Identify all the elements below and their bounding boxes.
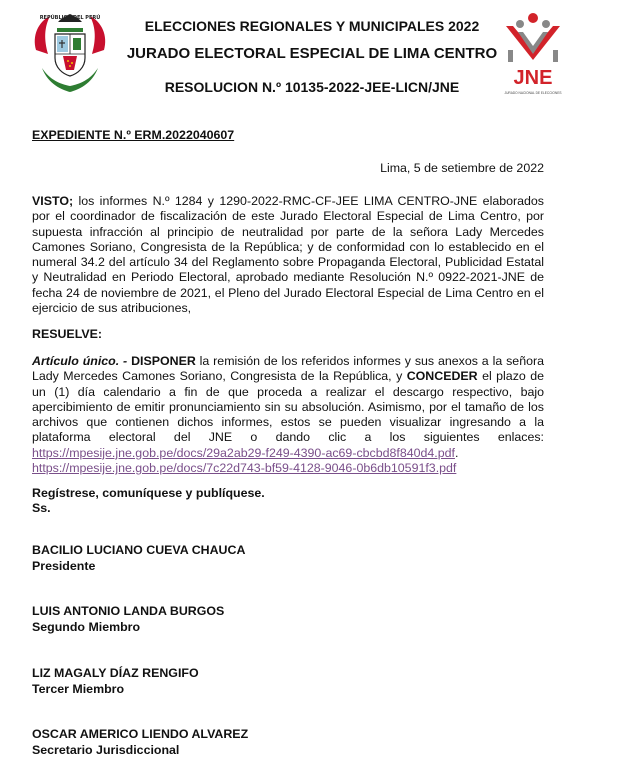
header-resolution-number: RESOLUCION N.º 10135-2022-JEE-LICN/JNE bbox=[164, 79, 460, 95]
closing-formula: Regístrese, comuníquese y publíquese. bbox=[32, 486, 265, 500]
jne-logo-icon bbox=[498, 10, 568, 100]
signatory-role: Segundo Miembro bbox=[32, 620, 141, 634]
signatory-name: LIZ MAGALY DÍAZ RENGIFO bbox=[32, 666, 199, 680]
peru-coat-of-arms-icon bbox=[30, 10, 110, 96]
articulo-paragraph bbox=[32, 354, 544, 476]
signatory-block bbox=[32, 665, 532, 697]
closing-block bbox=[32, 486, 544, 517]
articulo-label: Artículo único. - bbox=[32, 354, 132, 368]
signatory-block bbox=[32, 726, 532, 758]
link-line-1 bbox=[32, 446, 544, 461]
resuelve-heading: RESUELVE: bbox=[32, 327, 102, 341]
document-link-2[interactable]: https://mpesije.jne.gob.pe/docs/7c22d743-bf59-4128-9046-0b6db10591f3.pdf bbox=[32, 461, 457, 476]
signatory-name: LUIS ANTONIO LANDA BURGOS bbox=[32, 604, 225, 618]
signatory-name: OSCAR AMERICO LIENDO ALVAREZ bbox=[32, 727, 249, 741]
closing-ss: Ss. bbox=[32, 501, 51, 516]
document-date: Lima, 5 de setiembre de 2022 bbox=[380, 161, 544, 175]
header-jury-name: JURADO ELECTORAL ESPECIAL DE LIMA CENTRO bbox=[126, 45, 498, 62]
link-1-suffix: . bbox=[454, 445, 459, 460]
articulo-body bbox=[32, 354, 544, 446]
signatory-role: Secretario Jurisdiccional bbox=[32, 743, 180, 757]
document-link-1[interactable]: https://mpesije.jne.gob.pe/docs/29a2ab29-f249-4390-ac69-cbcbd8f840d4.pdf bbox=[32, 445, 455, 460]
visto-paragraph bbox=[32, 194, 544, 316]
signatory-name: BACILIO LUCIANO CUEVA CHAUCA bbox=[32, 543, 246, 557]
articulo-text-2: el plazo de un (1) día calendario a fin de que proceda a realizar el descargo respectivo, bajo apercibimiento de emitir pronunciamiento sin su absolución. Asimismo, por el tamaño de los archivos que contienen dichos informes, estos se pueden visualizar ingresando a la plataforma electoral del JNE o dando clic a los siguientes enlaces: bbox=[32, 369, 545, 445]
signatory-role: Tercer Miembro bbox=[32, 682, 125, 696]
signatory-block bbox=[32, 542, 532, 574]
expediente-number: EXPEDIENTE N.º ERM.2022040607 bbox=[32, 128, 235, 142]
articulo-text-1: la remisión de los referidos informes y sus anexos a la señora Lady Mercedes Camones Soriano, Congresista de la República, y bbox=[32, 354, 544, 384]
visto-text: los informes N.º 1284 y 1290-2022-RMC-CF-JEE LIMA CENTRO-JNE elaborados por el coordinador de fiscalización de este Jurado Electoral Especial de Lima Centro, por supuesta infracción al principio de neutralidad por parte de la señora Lady Mercedes Camones Soriano, Congresista de la República; y de conformidad con lo establecido en el numeral 34.2 del artículo 34 del Reglamento sobre Propaganda Electoral, Publicidad Estatal y Neutralidad en Periodo Electoral, aprobado mediante Resolución N.º 0922-2021-JNE de fecha 24 de noviembre de 2021, el Pleno del Jurado Electoral Especial de Lima Centro en el ejercicio de sus atribuciones, bbox=[32, 194, 544, 316]
signatory-role: Presidente bbox=[32, 559, 96, 573]
conceder-keyword: CONCEDER bbox=[406, 369, 478, 384]
header-election-title: ELECCIONES REGIONALES Y MUNICIPALES 2022 bbox=[144, 18, 480, 34]
jne-logo-text: JNE bbox=[513, 67, 553, 89]
jne-logo-subtext: JURADO NACIONAL DE ELECCIONES bbox=[504, 91, 562, 95]
svg-text:REPÚBLICA DEL PERÚ: REPÚBLICA DEL PERÚ bbox=[39, 15, 101, 21]
visto-label: VISTO; bbox=[32, 194, 74, 208]
disponer-keyword: DISPONER bbox=[131, 354, 196, 368]
signatory-block bbox=[32, 603, 532, 635]
